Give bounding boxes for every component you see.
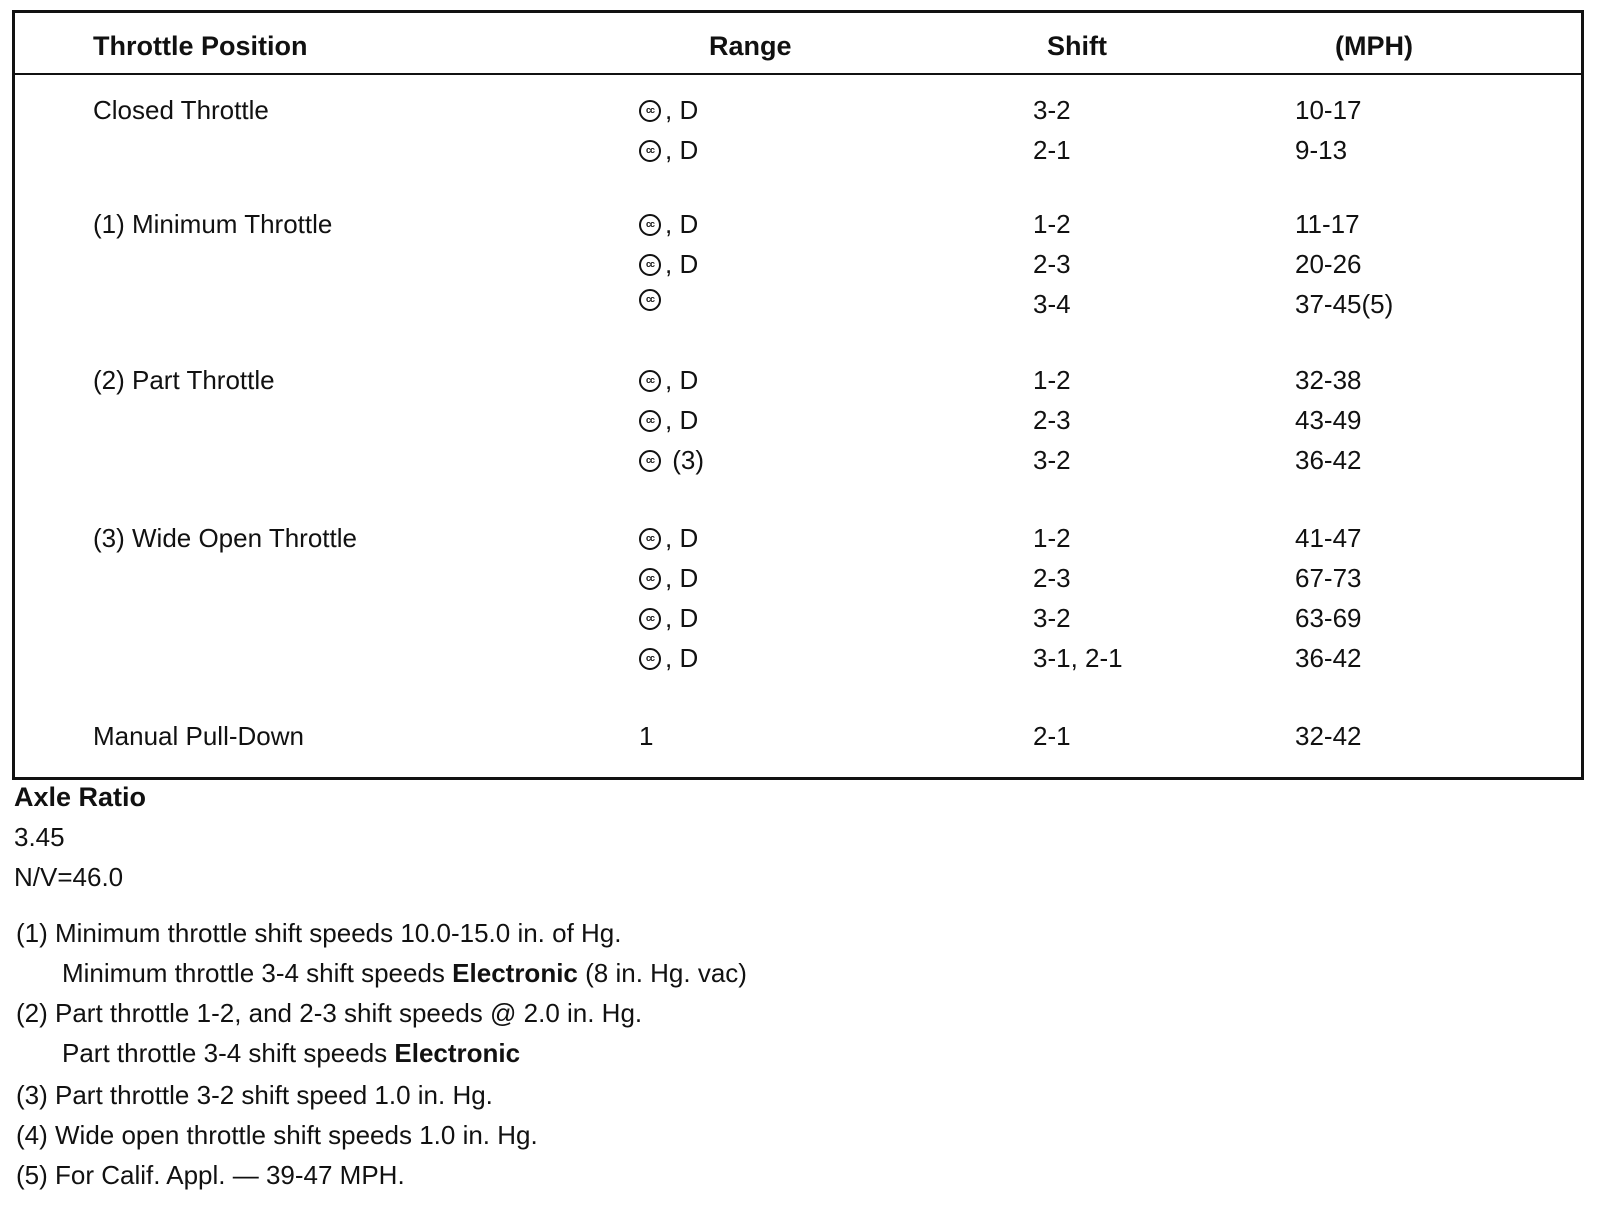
mph-cell: 20-26: [1295, 249, 1362, 279]
range-text: , D: [665, 643, 699, 673]
mph-cell: 41-47: [1295, 523, 1362, 553]
throttle-position-cell: (2) Part Throttle: [93, 365, 275, 395]
range-text: 1: [639, 721, 654, 751]
footnote-4: (4) Wide open throttle shift speeds 1.0 in. Hg.: [16, 1120, 538, 1150]
mph-cell: 67-73: [1295, 563, 1362, 593]
range-cell: [639, 643, 698, 674]
mph-cell: 36-42: [1295, 445, 1362, 475]
footnote-3: (3) Part throttle 3-2 shift speed 1.0 in. Hg.: [16, 1080, 493, 1110]
footnote-2-continued: [62, 1038, 520, 1069]
footnote-1-prefix: Minimum throttle 3-4 shift speeds: [62, 958, 445, 988]
throttle-position-cell: Manual Pull-Down: [93, 721, 304, 751]
shift-cell: 2-3: [1033, 405, 1071, 435]
converter-clutch-icon: cc: [639, 289, 661, 311]
shift-cell: 3-2: [1033, 603, 1071, 633]
footnote-2: (2) Part throttle 1-2, and 2-3 shift speeds @ 2.0 in. Hg.: [16, 998, 643, 1028]
converter-clutch-icon: cc: [639, 254, 661, 276]
mph-cell: 36-42: [1295, 643, 1362, 673]
range-text: (3): [665, 445, 704, 475]
footnote-5: (5) For Calif. Appl. — 39-47 MPH.: [16, 1160, 405, 1190]
range-cell: [639, 289, 661, 311]
range-text: , D: [665, 405, 699, 435]
converter-clutch-icon: cc: [639, 370, 661, 392]
range-text: , D: [665, 523, 699, 553]
converter-clutch-icon: cc: [639, 568, 661, 590]
converter-clutch-icon: cc: [639, 214, 661, 236]
footnote-2-prefix: Part throttle 3-4 shift speeds: [62, 1038, 388, 1068]
axle-ratio-label: Axle Ratio: [14, 782, 147, 812]
nv-ratio: N/V=46.0: [14, 862, 124, 892]
header-mph: (MPH): [1335, 31, 1413, 61]
footnote-1-continued: [62, 958, 747, 989]
shift-cell: 3-4: [1033, 289, 1071, 319]
range-cell: [639, 721, 653, 752]
mph-cell: 32-38: [1295, 365, 1362, 395]
converter-clutch-icon: cc: [639, 410, 661, 432]
converter-clutch-icon: cc: [639, 140, 661, 162]
footnote-1: (1) Minimum throttle shift speeds 10.0-15.0 in. of Hg.: [16, 918, 622, 948]
range-text: , D: [665, 249, 699, 279]
converter-clutch-icon: cc: [639, 100, 661, 122]
range-text: , D: [665, 135, 699, 165]
range-text: , D: [665, 209, 699, 239]
mph-cell: 32-42: [1295, 721, 1362, 751]
throttle-position-cell: (3) Wide Open Throttle: [93, 523, 357, 553]
range-cell: [639, 405, 698, 436]
shift-cell: 1-2: [1033, 523, 1071, 553]
throttle-position-cell: (1) Minimum Throttle: [93, 209, 333, 239]
footnote-1-suffix: (8 in. Hg. vac): [585, 958, 747, 988]
shift-cell: 3-2: [1033, 445, 1071, 475]
mph-cell: 37-45(5): [1295, 289, 1394, 319]
range-cell: [639, 365, 698, 396]
mph-cell: 63-69: [1295, 603, 1362, 633]
axle-ratio-value: 3.45: [14, 822, 65, 852]
range-cell: [639, 249, 698, 280]
range-text: , D: [665, 365, 699, 395]
shift-cell: 2-1: [1033, 135, 1071, 165]
shift-cell: 3-2: [1033, 95, 1071, 125]
header-shift: Shift: [1047, 31, 1107, 61]
shift-cell: 1-2: [1033, 209, 1071, 239]
mph-cell: 10-17: [1295, 95, 1362, 125]
range-cell: [639, 523, 698, 554]
shift-speed-table: [12, 10, 1584, 780]
converter-clutch-icon: cc: [639, 648, 661, 670]
shift-cell: 1-2: [1033, 365, 1071, 395]
range-cell: [639, 95, 698, 126]
header-range: Range: [709, 31, 792, 61]
shift-cell: 2-1: [1033, 721, 1071, 751]
shift-cell: 2-3: [1033, 563, 1071, 593]
converter-clutch-icon: cc: [639, 608, 661, 630]
header-throttle-position: Throttle Position: [93, 31, 308, 61]
range-cell: [639, 603, 698, 634]
range-cell: [639, 563, 698, 594]
shift-cell: 3-1, 2-1: [1033, 643, 1123, 673]
shift-cell: 2-3: [1033, 249, 1071, 279]
converter-clutch-icon: cc: [639, 528, 661, 550]
range-cell: [639, 445, 704, 476]
range-cell: [639, 209, 698, 240]
footnote-1-bold: Electronic: [452, 958, 578, 988]
throttle-position-cell: Closed Throttle: [93, 95, 269, 125]
mph-cell: 43-49: [1295, 405, 1362, 435]
footnote-2-bold: Electronic: [394, 1038, 521, 1068]
range-text: , D: [665, 95, 699, 125]
range-cell: [639, 135, 698, 166]
range-text: , D: [665, 603, 699, 633]
mph-cell: 9-13: [1295, 135, 1348, 165]
mph-cell: 11-17: [1295, 209, 1360, 239]
range-text: , D: [665, 563, 699, 593]
converter-clutch-icon: cc: [639, 450, 661, 472]
table-header-row: [15, 13, 1581, 75]
